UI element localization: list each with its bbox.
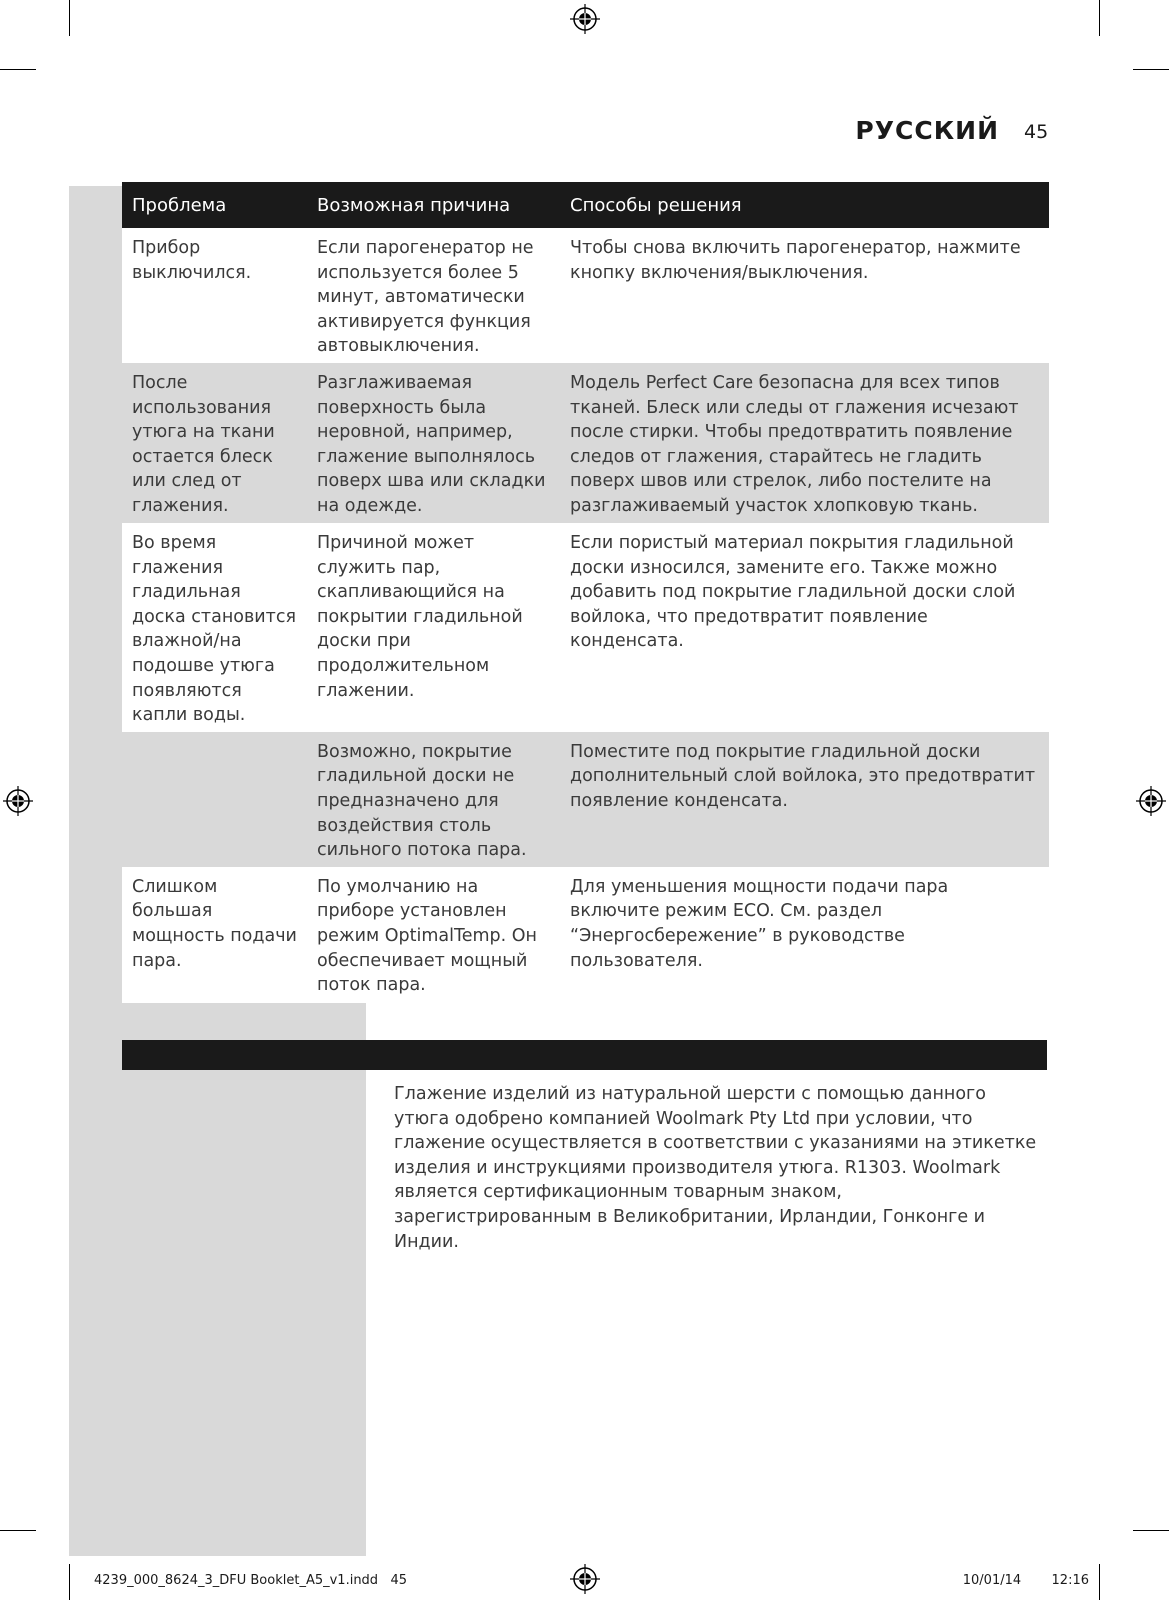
cell-problem: Во время глажения гладильная доска становится влажной/на подошве утюга появляются капли воды. (122, 523, 307, 732)
woolmark-paragraph: Глажение изделий из натуральной шерсти с помощью данного утюга одобрено компанией Woolmark Pty Ltd при условии, что глажение осуществляется в соответствии с указаниями на этикетке изделия и инструкциями производителя утюга. R1303. Woolmark является сертификационным товарным знаком, зарегистрированным в Великобритании, Ирландии, Гонконге и Индии. (394, 1084, 1037, 1252)
page-number: 45 (1024, 121, 1049, 143)
registration-mark-icon (570, 4, 600, 34)
footer-date: 10/01/14 12:16 (962, 1573, 1089, 1588)
column-header-cause: Возможная причина (307, 182, 560, 228)
cell-solution: Чтобы снова включить парогенератор, нажмите кнопку включения/выключения. (560, 228, 1049, 363)
table-row (122, 363, 1049, 523)
cell-problem (122, 732, 307, 867)
crop-mark (69, 0, 70, 36)
crop-mark (1099, 0, 1100, 36)
footer-file-slug: 4239_000_8624_3_DFU Booklet_A5_v1.indd 45 (94, 1573, 408, 1588)
table-row (122, 228, 1049, 363)
registration-mark-icon (3, 786, 33, 816)
column-header-problem: Проблема (122, 182, 307, 228)
cell-solution: Поместите под покрытие гладильной доски дополнительный слой войлока, это предотвратит появление конденсата. (560, 732, 1049, 867)
crop-mark (1133, 1530, 1169, 1531)
column-header-solution: Способы решения (560, 182, 1049, 228)
section-divider-bar (122, 1040, 1047, 1070)
troubleshooting-table (122, 182, 1049, 1003)
registration-mark-icon (570, 1564, 600, 1594)
cell-cause: Причиной может служить пар, скапливающийся на покрытии гладильной доски при продолжительном глажении. (307, 523, 560, 732)
cell-solution: Модель Perfect Care безопасна для всех типов тканей. Блеск или следы от глажения исчезают после стирки. Чтобы предотвратить появление следов от глажения, старайтесь не гладить поверх швов или стрелок, либо постелите на разглаживаемый участок хлопковую ткань. (560, 363, 1049, 523)
registration-mark-icon (1136, 786, 1166, 816)
cell-cause: Разглаживаемая поверхность была неровной, например, глажение выполнялось поверх шва или складки на одежде. (307, 363, 560, 523)
crop-mark (1099, 1564, 1100, 1600)
table-header-row (122, 182, 1049, 228)
cell-cause: Возможно, покрытие гладильной доски не предназначено для воздействия столь сильного потока пара. (307, 732, 560, 867)
cell-solution: Если пористый материал покрытия гладильной доски износился, замените его. Также можно добавить под покрытие гладильной доски слой войлока, что предотвратит появление конденсата. (560, 523, 1049, 732)
cell-problem: После использования утюга на ткани остается блеск или след от глажения. (122, 363, 307, 523)
table-row (122, 867, 1049, 1003)
crop-mark (69, 1564, 70, 1600)
table-row (122, 732, 1049, 867)
cell-problem: Прибор выключился. (122, 228, 307, 363)
cell-cause: По умолчанию на приборе установлен режим OptimalTemp. Он обеспечивает мощный поток пара. (307, 867, 560, 1003)
cell-problem: Слишком большая мощность подачи пара. (122, 867, 307, 1003)
crop-mark (0, 1530, 36, 1531)
section-language-title: РУССКИЙ (855, 116, 999, 145)
cell-cause: Если парогенератор не используется более 5 минут, автоматически активируется функция автовыключения. (307, 228, 560, 363)
crop-mark (0, 69, 36, 70)
table-row (122, 523, 1049, 732)
crop-mark (1133, 69, 1169, 70)
cell-solution: Для уменьшения мощности подачи пара включите режим ECO. См. раздел “Энергосбережение” в руководстве пользователя. (560, 867, 1049, 1003)
